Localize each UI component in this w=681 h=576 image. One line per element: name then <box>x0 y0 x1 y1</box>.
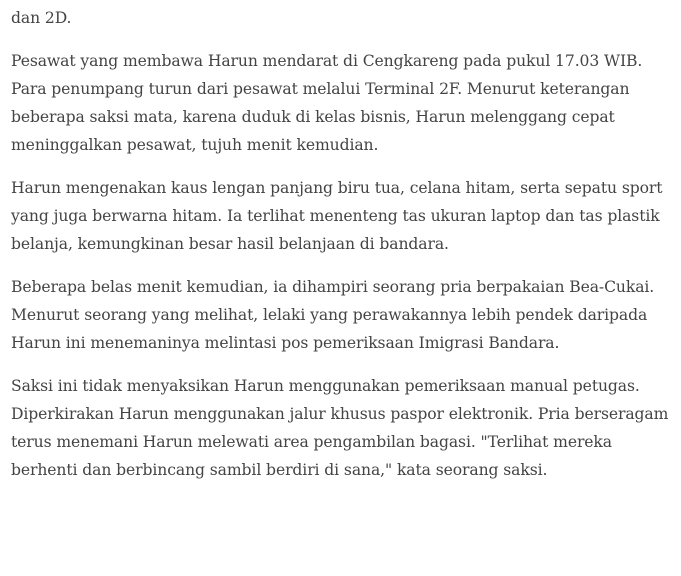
article-paragraph: dan 2D. <box>11 9 72 27</box>
article-paragraph: Beberapa belas menit kemudian, ia dihampiri seorang pria berpakaian Bea-Cukai. Menurut seorang yang melihat, lelaki yang perawakannya lebih pendek daripada Harun ini menemaninya melintasi pos pemeriksaan Imigrasi Bandara. <box>11 278 655 352</box>
article-paragraph: Pesawat yang membawa Harun mendarat di Cengkareng pada pukul 17.03 WIB. Para penumpang turun dari pesawat melalui Terminal 2F. Menurut keterangan beberapa saksi mata, karena duduk di kelas bisnis, Harun melenggang cepat meninggalkan pesawat, tujuh menit kemudian. <box>11 52 643 154</box>
article-paragraph: Harun mengenakan kaus lengan panjang biru tua, celana hitam, serta sepatu sport yang juga berwarna hitam. Ia terlihat menenteng tas ukuran laptop dan tas plastik belanja, kemungkinan besar hasil belanjaan di bandara. <box>11 179 663 253</box>
article-body <box>11 0 675 499</box>
article-paragraph: Saksi ini tidak menyaksikan Harun menggunakan pemeriksaan manual petugas. Diperkirakan Harun menggunakan jalur khusus paspor elektronik. Pria berseragam terus menemani Harun melewati area pengambilan bagasi. "Terlihat mereka berhenti dan berbincang sambil berdiri di sana," kata seorang saksi. <box>11 377 669 479</box>
